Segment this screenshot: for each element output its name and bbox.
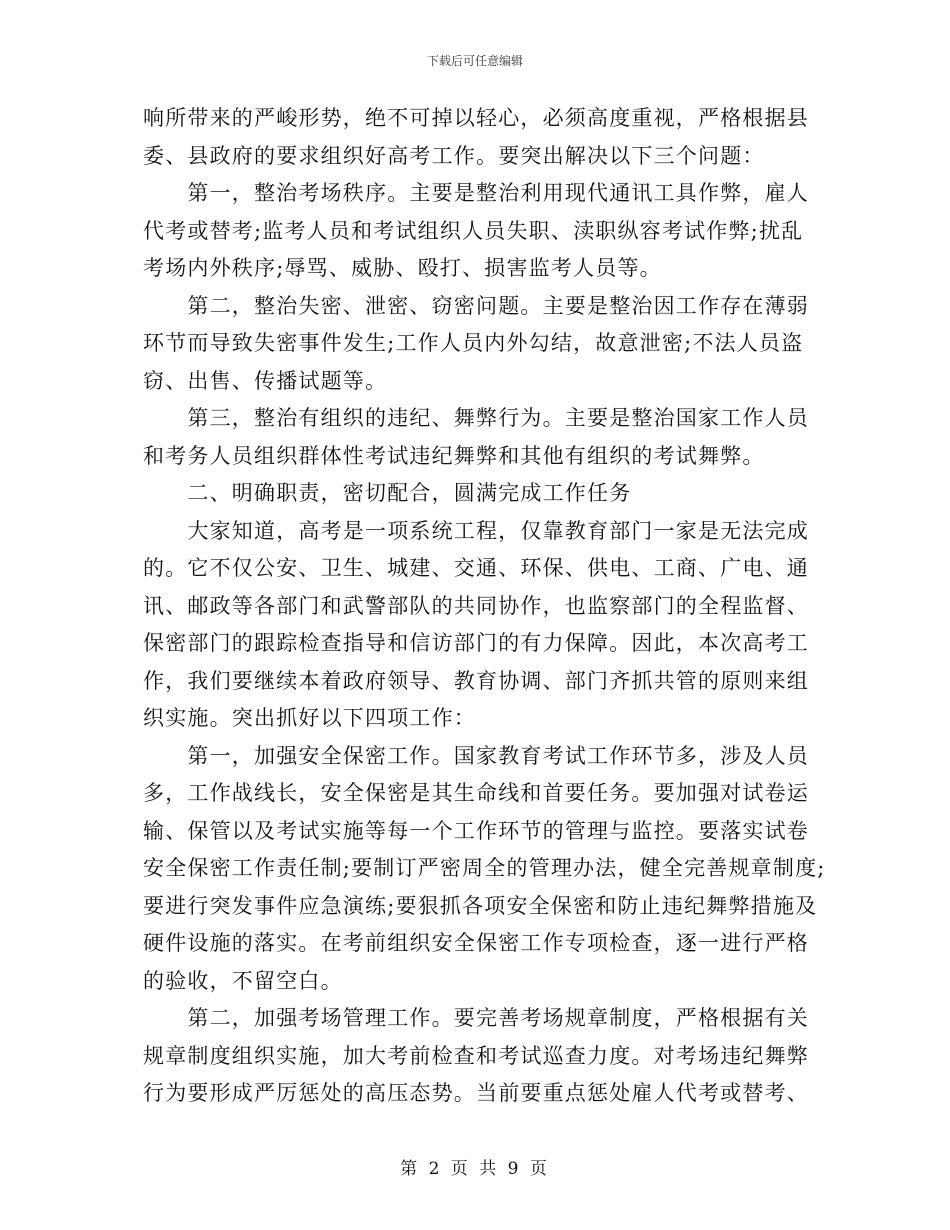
body-line: 第一，整治考场秩序。主要是整治利用现代通讯工具作弊，雇人 <box>143 181 809 205</box>
body-line: 委、县政府的要求组织好高考工作。要突出解决以下三个问题： <box>143 143 765 168</box>
body-line: 窃、出售、传播试题等。 <box>143 368 388 393</box>
document-body <box>143 100 826 1113</box>
body-line: 作，我们要继续本着政府领导、教育协调、部门齐抓共管的原则来组 <box>143 668 809 693</box>
body-line: 响所带来的严峻形势，绝不可掉以轻心，必须高度重视，严格根据县 <box>143 106 809 130</box>
page-header-note: 下载后可任意编辑 <box>426 54 523 68</box>
body-line: 规章制度组织实施，加大考前检查和考试巡查力度。对考场违纪舞弊 <box>143 1043 809 1068</box>
body-line: 环节而导致失密事件发生;工作人员内外勾结，故意泄密;不法人员盗 <box>143 331 804 355</box>
body-line: 的验收，不留空白。 <box>143 968 343 993</box>
body-line: 的。它不仅公安、卫生、城建、交通、环保、供电、工商、广电、通 <box>143 556 809 580</box>
body-line: 行为要形成严厉惩处的高压态势。当前要重点惩处雇人代考或替考、 <box>143 1081 809 1105</box>
body-line: 第二，加强考场管理工作。要完善考场规章制度，严格根据有关 <box>143 1006 809 1030</box>
body-line: 多，工作战线长，安全保密是其生命线和首要任务。要加强对试卷运 <box>143 781 809 805</box>
body-line: 讯、邮政等各部门和武警部队的共同协作，也监察部门的全程监督、 <box>143 593 809 618</box>
body-line: 二、明确职责，密切配合，圆满完成工作任务 <box>143 481 632 505</box>
body-line: 硬件设施的落实。在考前组织安全保密工作专项检查，逐一进行严格 <box>143 931 809 955</box>
body-line: 考场内外秩序;辱骂、威胁、殴打、损害监考人员等。 <box>143 256 662 280</box>
body-line: 代考或替考;监考人员和考试组织人员失职、渎职纵容考试作弊;扰乱 <box>143 218 804 243</box>
body-line: 和考务人员组织群体性考试违纪舞弊和其他有组织的考试舞弊。 <box>143 443 765 468</box>
body-line: 输、保管以及考试实施等每一个工作环节的管理与监控。要落实试卷 <box>143 818 809 843</box>
body-line: 第一，加强安全保密工作。国家教育考试工作环节多，涉及人员 <box>143 743 809 768</box>
body-line: 第二，整治失密、泄密、窃密问题。主要是整治因工作存在薄弱 <box>143 293 809 318</box>
body-line: 织实施。突出抓好以下四项工作： <box>143 706 476 730</box>
body-line: 大家知道，高考是一项系统工程，仅靠教育部门一家是无法完成 <box>143 518 809 543</box>
page-number-footer: 第 2 页 共 9 页 <box>400 1159 550 1179</box>
body-line: 安全保密工作责任制;要制订严密周全的管理办法，健全完善规章制度; <box>143 856 826 880</box>
body-line: 要进行突发事件应急演练;要狠抓各项安全保密和防止违纪舞弊措施及 <box>143 893 818 918</box>
body-line: 保密部门的跟踪检查指导和信访部门的有力保障。因此，本次高考工 <box>143 631 809 655</box>
body-line: 第三，整治有组织的违纪、舞弊行为。主要是整治国家工作人员 <box>143 406 809 430</box>
